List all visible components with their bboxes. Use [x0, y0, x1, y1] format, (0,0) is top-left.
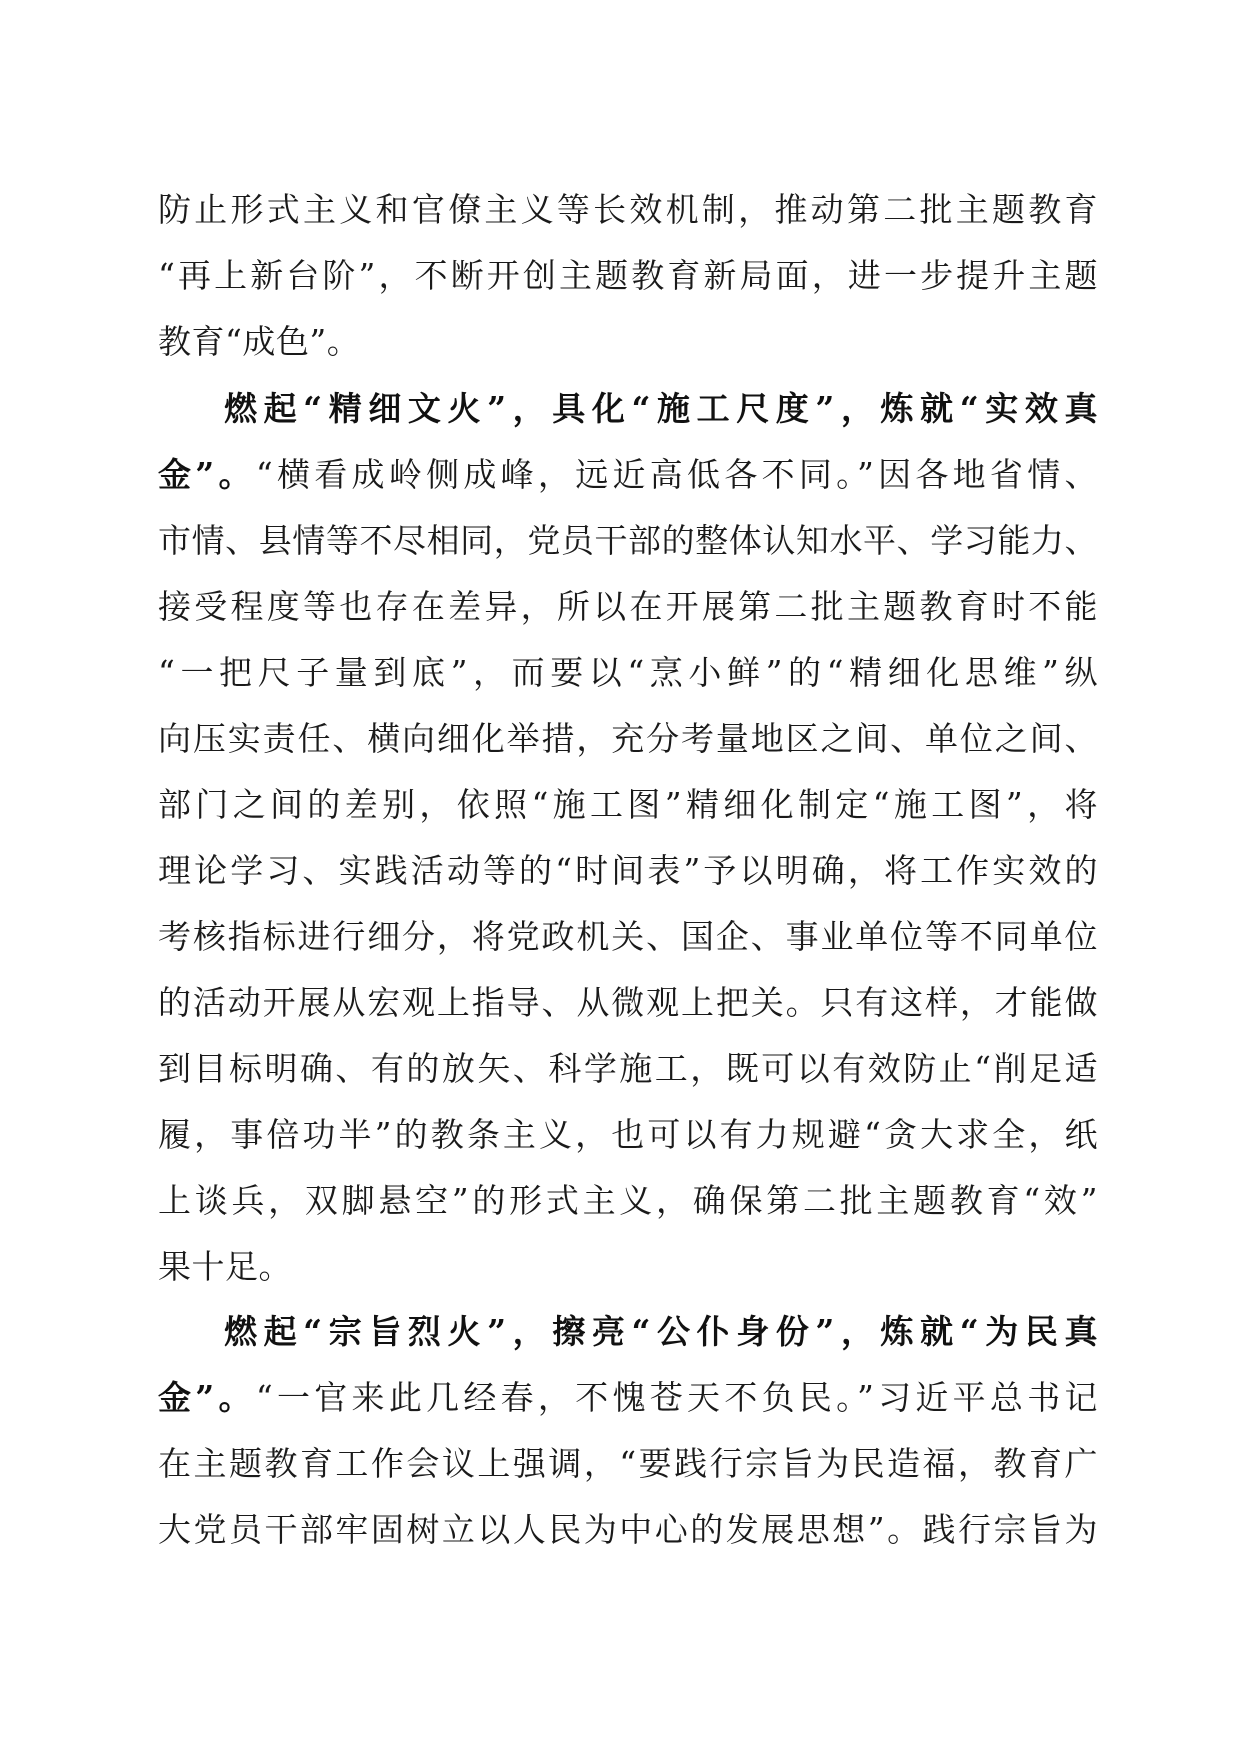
text-line: 考核指标进行细分，将党政机关、国企、事业单位等不同单位 — [158, 917, 1098, 956]
text-line: “再上新台阶”，不断开创主题教育新局面，进一步提升主题 — [158, 256, 1098, 295]
text-line: 教育“成色”。 — [158, 322, 361, 361]
heading-text: 金”。 — [158, 1378, 256, 1417]
body-text: “横看成岭侧成峰，远近高低各不同。”因各地省情、 — [255, 455, 1098, 494]
text-line: 接受程度等也存在差异，所以在开展第二批主题教育时不能 — [158, 587, 1098, 626]
paragraph-heading — [224, 1312, 1098, 1352]
text-line: 在主题教育工作会议上强调，“要践行宗旨为民造福，教育广 — [158, 1444, 1098, 1483]
text-line: 防止形式主义和官僚主义等长效机制，推动第二批主题教育 — [158, 190, 1098, 229]
text-line: “一把尺子量到底”，而要以“烹小鲜”的“精细化思维”纵 — [158, 653, 1098, 692]
text-line: 履，事倍功半”的教条主义，也可以有力规避“贪大求全，纸 — [158, 1115, 1098, 1154]
text-line: 市情、县情等不尽相同，党员干部的整体认知水平、学习能力、 — [158, 521, 1098, 560]
heading-text: 燃起“精细文火”，具化“施工尺度”，炼就“实效真 — [224, 389, 1098, 428]
heading-text: 燃起“宗旨烈火”，擦亮“公仆身份”，炼就“为民真 — [224, 1312, 1098, 1351]
text-line: 理论学习、实践活动等的“时间表”予以明确，将工作实效的 — [158, 851, 1098, 890]
text-line: 上谈兵，双脚悬空”的形式主义，确保第二批主题教育“效” — [158, 1181, 1098, 1220]
paragraph-heading — [224, 389, 1098, 429]
body-text: “一官来此几经春，不愧苍天不负民。”习近平总书记 — [255, 1378, 1098, 1417]
heading-text: 金”。 — [158, 455, 256, 494]
text-line: 的活动开展从宏观上指导、从微观上把关。只有这样，才能做 — [158, 983, 1098, 1022]
text-line: 到目标明确、有的放矢、科学施工，既可以有效防止“削足适 — [158, 1049, 1098, 1088]
text-line — [158, 455, 1098, 495]
text-line: 向压实责任、横向细化举措，充分考量地区之间、单位之间、 — [158, 719, 1098, 758]
text-line: 部门之间的差别，依照“施工图”精细化制定“施工图”，将 — [158, 785, 1098, 824]
text-line: 果十足。 — [158, 1247, 292, 1286]
text-line: 大党员干部牢固树立以人民为中心的发展思想”。践行宗旨为 — [158, 1510, 1098, 1549]
text-line — [158, 1378, 1098, 1418]
